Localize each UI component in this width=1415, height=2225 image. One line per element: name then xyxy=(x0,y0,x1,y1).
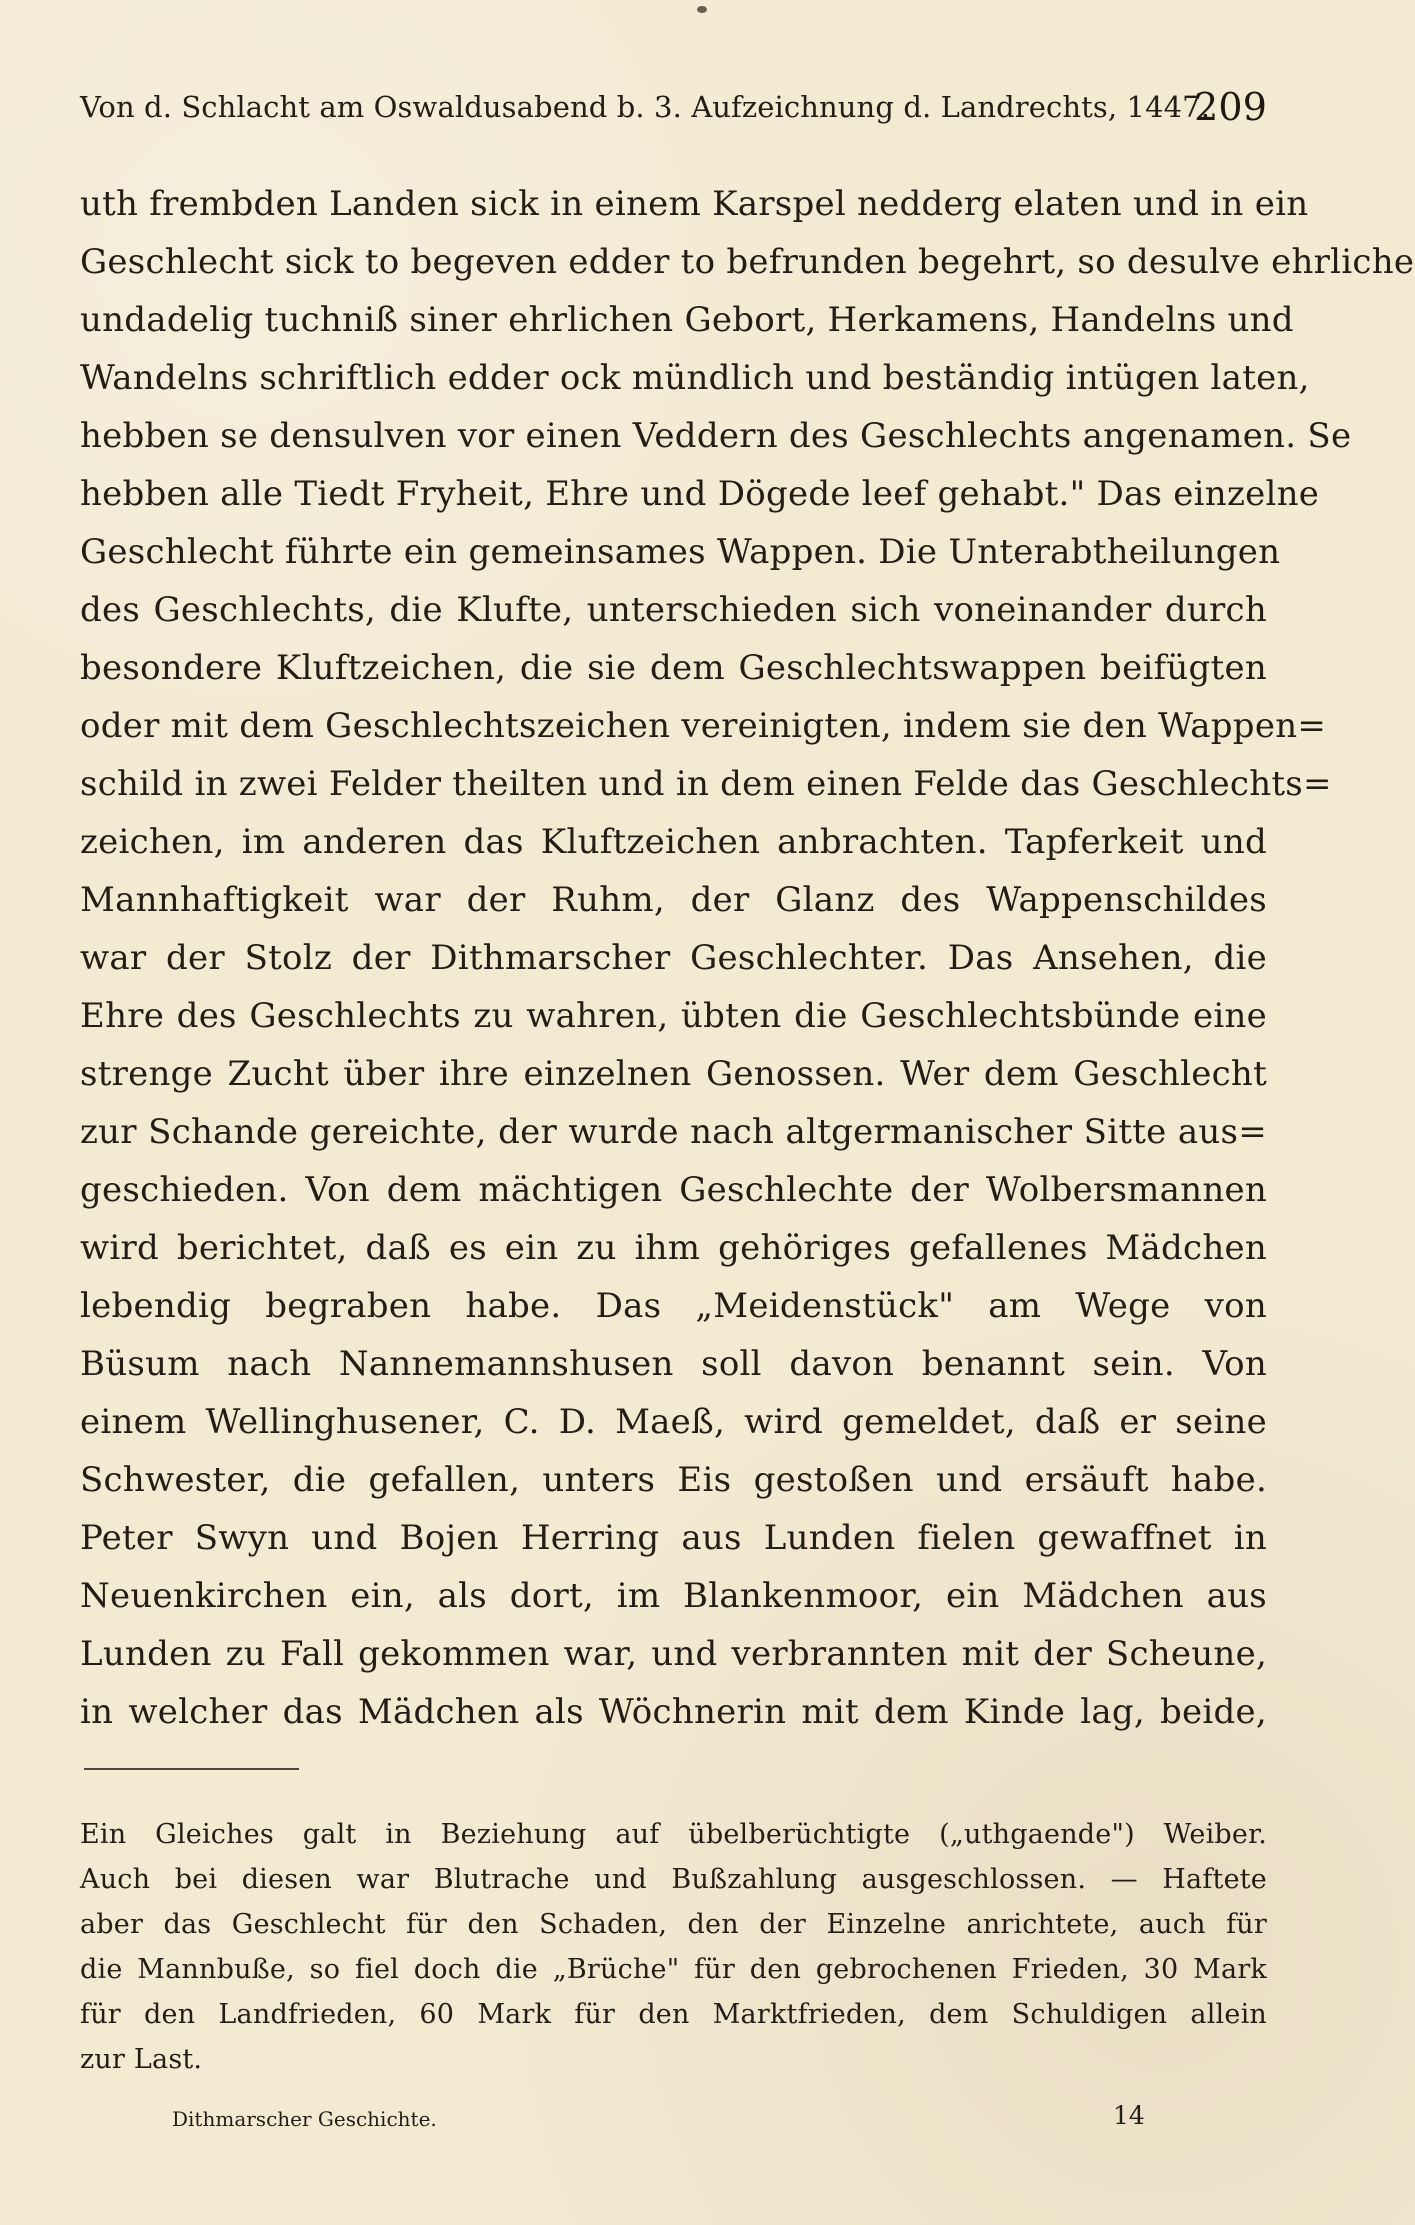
main-text-line: zur Schande gereichte, der wurde nach altgermanischer Sitte aus= xyxy=(80,1112,1267,1152)
main-text-line: wird berichtet, daß es ein zu ihm gehöriges gefallenes Mädchen xyxy=(80,1228,1267,1268)
main-text-line: Lunden zu Fall gekommen war, und verbrannten mit der Scheune, xyxy=(80,1634,1267,1674)
footnote-line: Ein Gleiches galt in Beziehung auf übelberüchtigte („uthgaende") Weiber. xyxy=(80,1819,1267,1850)
footnote-line: die Mannbuße, so fiel doch die „Brüche" für den gebrochenen Frieden, 30 Mark xyxy=(80,1954,1267,1985)
main-text-line: in welcher das Mädchen als Wöchnerin mit dem Kinde lag, beide, xyxy=(80,1692,1267,1732)
main-text-line: Mannhaftigkeit war der Ruhm, der Glanz des Wappenschildes xyxy=(80,880,1267,920)
main-text-line: einem Wellinghusener, C. D. Maeß, wird gemeldet, daß er seine xyxy=(80,1402,1267,1442)
main-text-line: hebben alle Tiedt Fryheit, Ehre und Dögede leef gehabt." Das einzelne xyxy=(80,474,1320,514)
main-text-line: schild in zwei Felder theilten und in dem einen Felde das Geschlechts= xyxy=(80,764,1332,804)
footnote-line: für den Landfrieden, 60 Mark für den Marktfrieden, dem Schuldigen allein xyxy=(80,1999,1267,2030)
footnote-line: zur Last. xyxy=(80,2044,203,2075)
book-signature: Dithmarscher Geschichte. xyxy=(172,2107,437,2131)
main-text-line: Wandelns schriftlich edder ock mündlich und beständig intügen laten, xyxy=(80,358,1310,398)
main-text-line: Neuenkirchen ein, als dort, im Blankenmoor, ein Mädchen aus xyxy=(80,1576,1267,1616)
main-text-line: Geschlecht führte ein gemeinsames Wappen. Die Unterabtheilungen xyxy=(80,532,1281,572)
main-text-line: Ehre des Geschlechts zu wahren, übten die Geschlechtsbünde eine xyxy=(80,996,1267,1036)
page-number: 209 xyxy=(1194,85,1267,129)
footnote-line: Auch bei diesen war Blutrache und Bußzahlung ausgeschlossen. — Haftete xyxy=(80,1864,1267,1895)
main-text-line: lebendig begraben habe. Das „Meidenstück" am Wege von xyxy=(80,1286,1267,1326)
main-text-line: Peter Swyn und Bojen Herring aus Lunden fielen gewaffnet in xyxy=(80,1518,1267,1558)
main-text-line: geschieden. Von dem mächtigen Geschlechte der Wolbersmannen xyxy=(80,1170,1267,1210)
main-text-line: Büsum nach Nannemannshusen soll davon benannt sein. Von xyxy=(80,1344,1267,1384)
main-text-line: Schwester, die gefallen, unters Eis gestoßen und ersäuft habe. xyxy=(80,1460,1267,1500)
signature-number: 14 xyxy=(1113,2101,1145,2130)
main-text-line: hebben se densulven vor einen Veddern des Geschlechts angenamen. Se xyxy=(80,416,1352,456)
footnote-block xyxy=(80,1812,1267,2082)
main-text-line: strenge Zucht über ihre einzelnen Genossen. Wer dem Geschlecht xyxy=(80,1054,1267,1094)
main-text-block xyxy=(80,175,1415,1741)
main-text-line: zeichen, im anderen das Kluftzeichen anbrachten. Tapferkeit und xyxy=(80,822,1267,862)
main-text-line: undadelig tuchniß siner ehrlichen Gebort, Herkamens, Handelns und xyxy=(80,300,1294,340)
footnote-rule xyxy=(84,1768,299,1770)
main-text-line: war der Stolz der Dithmarscher Geschlechter. Das Ansehen, die xyxy=(80,938,1267,978)
page-speck xyxy=(697,6,707,13)
main-text-line: Geschlecht sick to begeven edder to befrunden begehrt, so desulve ehrliche xyxy=(80,242,1415,282)
running-head xyxy=(80,86,1267,128)
running-head-title: Von d. Schlacht am Oswaldusabend b. 3. Aufzeichnung d. Landrechts, 1447. xyxy=(80,90,1211,124)
main-text-line: besondere Kluftzeichen, die sie dem Geschlechtswappen beifügten xyxy=(80,648,1267,688)
main-text-line: uth frembden Landen sick in einem Karspel nedderg elaten und in ein xyxy=(80,184,1309,224)
main-text-line: oder mit dem Geschlechtszeichen vereinigten, indem sie den Wappen= xyxy=(80,706,1327,746)
footnote-line: aber das Geschlecht für den Schaden, den der Einzelne anrichtete, auch für xyxy=(80,1909,1267,1940)
main-text-line: des Geschlechts, die Klufte, unterschieden sich voneinander durch xyxy=(80,590,1267,630)
